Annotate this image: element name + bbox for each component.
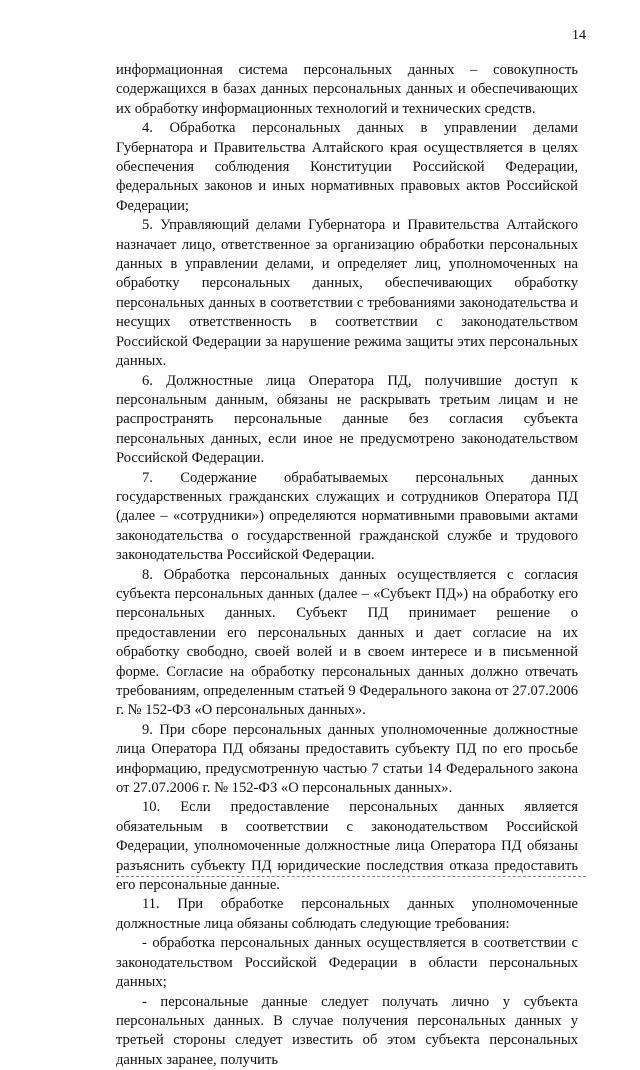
paragraph-6: 6. Должностные лица Оператора ПД, получившие доступ к персональным данным, обязаны не раскрывать третьим лицам и не распространять персональные данные без согласия субъекта персональных данных, если иное не предусмотрено законодательством Российской Федерации. xyxy=(116,372,578,469)
paragraph-5: 5. Управляющий делами Губернатора и Правительства Алтайского назначает лицо, ответственное за организацию обработки персональных данных в управлении делами, и определяет лиц, уполномоченных на обработку персональных данных, обеспечивающих обработку персональных данных в соответствии с требованиями законодательства и несущих ответственность в соответствии с законодательством Российской Федерации за нарушение режима защиты этих персональных данных. xyxy=(116,216,578,371)
paragraph-11: 11. При обработке персональных данных уполномоченные должностные лица обязаны соблюдать следующие требования: xyxy=(116,895,578,934)
page-number: 14 xyxy=(572,28,586,44)
paragraph-7: 7. Содержание обрабатываемых персональных данных государственных гражданских служащих и сотрудников Оператора ПД (далее – «сотрудники») определяются нормативными правовыми актами законодательства о государственной гражданской службе и трудового законодательства Российской Федерации. xyxy=(116,469,578,566)
paragraph-intro: информационная система персональных данных – совокупность содержащихся в базах данных персональных данных и обеспечивающих их обработку информационных технологий и технических средств. xyxy=(116,61,578,119)
paragraph-4: 4. Обработка персональных данных в управлении делами Губернатора и Правительства Алтайского края осуществляется в целях обеспечения соблюдения Конституции Российской Федерации, федеральных законов и иных нормативных правовых актов Российской Федерации; xyxy=(116,119,578,216)
paragraph-8: 8. Обработка персональных данных осуществляется с согласия субъекта персональных данных (далее – «Субъект ПД») на обработку его персональных данных. Субъект ПД принимает решение о предоставлении его персональных данных и дает согласие на их обработку свободно, своей волей и в своем интересе и в письменной форме. Согласие на обработку персональных данных должно отвечать требованиям, определенным статьей 9 Федерального закона от 27.07.2006 г. № 152-ФЗ «О персональных данных». xyxy=(116,566,578,721)
scan-edge-rule xyxy=(116,876,586,877)
paragraph-9: 9. При сборе персональных данных уполномоченные должностные лица Оператора ПД обязаны предоставить субъекту ПД по его просьбе информацию, предусмотренную частью 7 статьи 14 Федерального закона от 27.07.2006 г. № 152-ФЗ «О персональных данных». xyxy=(116,721,578,799)
body-text xyxy=(116,61,578,1070)
paragraph-10: 10. Если предоставление персональных данных является обязательным в соответствии с законодательством Российской Федерации, уполномоченные должностные лица Оператора ПД обязаны разъяснить субъекту ПД юридические последствия отказа предоставить его персональные данные. xyxy=(116,798,578,895)
list-item-requirement-2: - персональные данные следует получать лично у субъекта персональных данных. В случае получения персональных данных у третьей стороны следует известить об этом субъекта персональных данных заранее, получить xyxy=(116,993,578,1070)
list-item-requirement-1: - обработка персональных данных осуществляется в соответствии с законодательством Российской Федерации в области персональных данных; xyxy=(116,934,578,992)
